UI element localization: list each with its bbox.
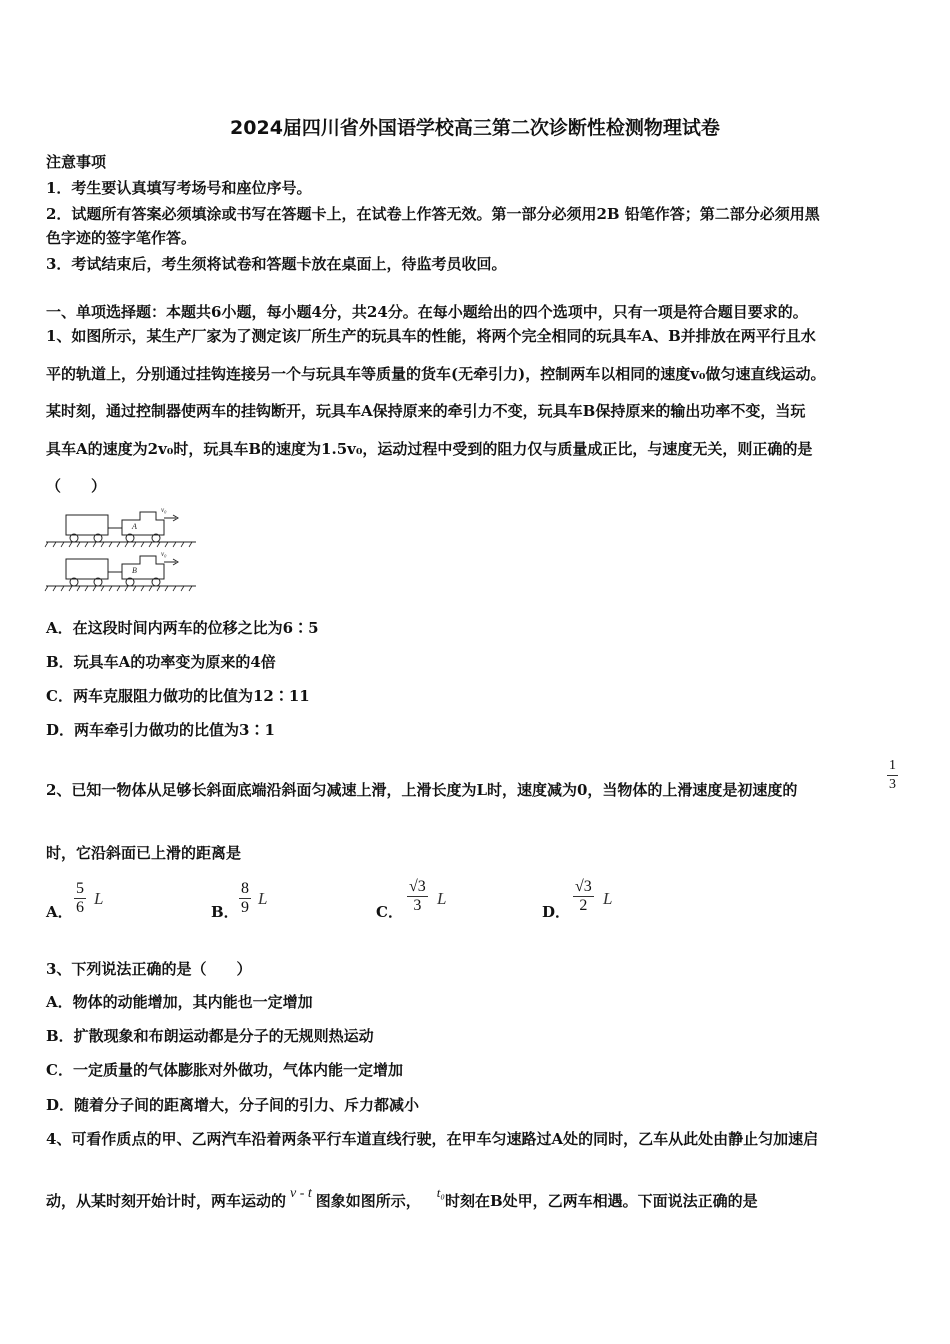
q1-stem-line: 具车A的速度为2v₀时，玩具车B的速度为1.5v₀，运动过程中受到的阻力仅与质量成正比，与速度无关，则正确的是 [46, 440, 813, 458]
q2-option-a-var: L [94, 889, 104, 908]
q1-stem-line: （ ） [46, 477, 107, 495]
speed-label-a: v₀ [161, 506, 167, 514]
q2-option-d-letter: D． [542, 903, 571, 921]
q1-option-d: D．两车牵引力做功的比值为3∶1 [46, 721, 275, 739]
toy-car-a [122, 512, 178, 542]
q2-option-c-var: L [437, 889, 447, 908]
fraction-numerator: 8 [241, 880, 249, 897]
q2-option-b-fraction [239, 880, 251, 917]
q3-option-c: C．一定质量的气体膨胀对外做功，气体内能一定增加 [46, 1061, 403, 1079]
track-b [45, 586, 196, 591]
notice-item: 色字迹的签字笔作答。 [46, 229, 197, 247]
cargo-car-a [66, 515, 122, 542]
q2-option-d-var: L [603, 889, 613, 908]
q2-fraction [887, 757, 898, 794]
q2-stem-line: 2、已知一物体从足够长斜面底端沿斜面匀减速上滑，上滑长度为L时，速度减为0，当物体的上滑速度是初速度的 [46, 781, 798, 799]
q2-option-c-letter: C． [376, 903, 403, 921]
section-heading: 一、单项选择题：本题共6小题，每小题4分，共24分。在每小题给出的四个选项中，只有一项是符合题目要求的。 [46, 303, 808, 321]
q2-option-b-letter: B． [211, 903, 239, 921]
q1-option-c: C．两车克服阻力做功的比值为12∶11 [46, 687, 310, 705]
q4-text-part: 动，从某时刻开始计时，两车运动的 [46, 1192, 287, 1210]
q3-option-d: D．随着分子间的距离增大，分子间的引力、斥力都减小 [46, 1096, 420, 1114]
q3-stem: 3、下列说法正确的是（ ） [46, 960, 252, 978]
notice-heading: 注意事项 [46, 153, 107, 171]
q2-stem-line: 时，它沿斜面已上滑的距离是 [46, 844, 242, 862]
q2-option-a-fraction [74, 880, 86, 917]
fraction-denominator: 6 [76, 899, 84, 916]
fraction-denominator: 9 [241, 899, 249, 916]
fraction-numerator: √3 [409, 878, 426, 895]
q1-stem-line: 1、如图所示，某生产厂家为了测定该厂所生产的玩具车的性能，将两个完全相同的玩具车A、B并排放在两平行且水 [46, 327, 816, 345]
q1-figure [44, 504, 204, 596]
q4-text-part: 时刻在B处甲，乙两车相遇。下面说法正确的是 [444, 1192, 758, 1210]
page-title: 2024届四川省外国语学校高三第二次诊断性检测物理试卷 [230, 117, 720, 139]
fraction-numerator: 1 [889, 758, 896, 773]
q4-stem-line: 4、可看作质点的甲、乙两汽车沿着两条平行车道直线行驶，在甲车匀速路过A处的同时，乙车从此处由静止匀加速启 [46, 1130, 819, 1148]
cargo-car-b [66, 559, 122, 586]
notice-item: 1．考生要认真填写考场号和座位序号。 [46, 179, 312, 197]
fraction-numerator: 5 [76, 880, 84, 897]
q4-text-part: 图象如图所示， [315, 1192, 421, 1210]
q2-option-c-fraction [407, 878, 428, 915]
q1-stem-line: 平的轨道上，分别通过挂钩连接另一个与玩具车等质量的货车(无牵引力)，控制两车以相同的速度v₀做匀速直线运动。 [46, 365, 826, 383]
car-a-label: A [132, 522, 137, 531]
q4-stem-line-2 [46, 1185, 758, 1213]
q4-vt-symbol: v - t [290, 1186, 312, 1201]
q3-option-b: B．扩散现象和布朗运动都是分子的无规则热运动 [46, 1027, 374, 1045]
q1-option-b: B．玩具车A的功率变为原来的4倍 [46, 653, 276, 671]
speed-label-b: v₀ [161, 550, 167, 558]
fraction-numerator: √3 [575, 878, 592, 895]
fraction-denominator: 2 [573, 896, 594, 915]
q2-option-a-letter: A． [46, 903, 73, 921]
car-b-label: B [132, 566, 137, 575]
q3-option-a: A．物体的动能增加，其内能也一定增加 [46, 993, 313, 1011]
track-a [45, 542, 196, 547]
fraction-denominator: 3 [889, 777, 896, 792]
fraction-denominator: 3 [407, 896, 428, 915]
q4-t0-symbol: t₀ [436, 1185, 445, 1200]
notice-item: 3．考试结束后，考生须将试卷和答题卡放在桌面上，待监考员收回。 [46, 255, 507, 273]
q2-option-b-var: L [258, 889, 268, 908]
q1-stem-line: 某时刻，通过控制器使两车的挂钩断开，玩具车A保持原来的牵引力不变，玩具车B保持原来的输出功率不变，当玩 [46, 402, 806, 420]
notice-item: 2．试题所有答案必须填涂或书写在答题卡上，在试卷上作答无效。第一部分必须用2B 铅笔作答；第二部分必须用黑 [46, 205, 820, 223]
q2-option-d-fraction [573, 878, 594, 915]
q1-option-a: A．在这段时间内两车的位移之比为6∶5 [46, 619, 319, 637]
toy-car-b [122, 556, 178, 586]
